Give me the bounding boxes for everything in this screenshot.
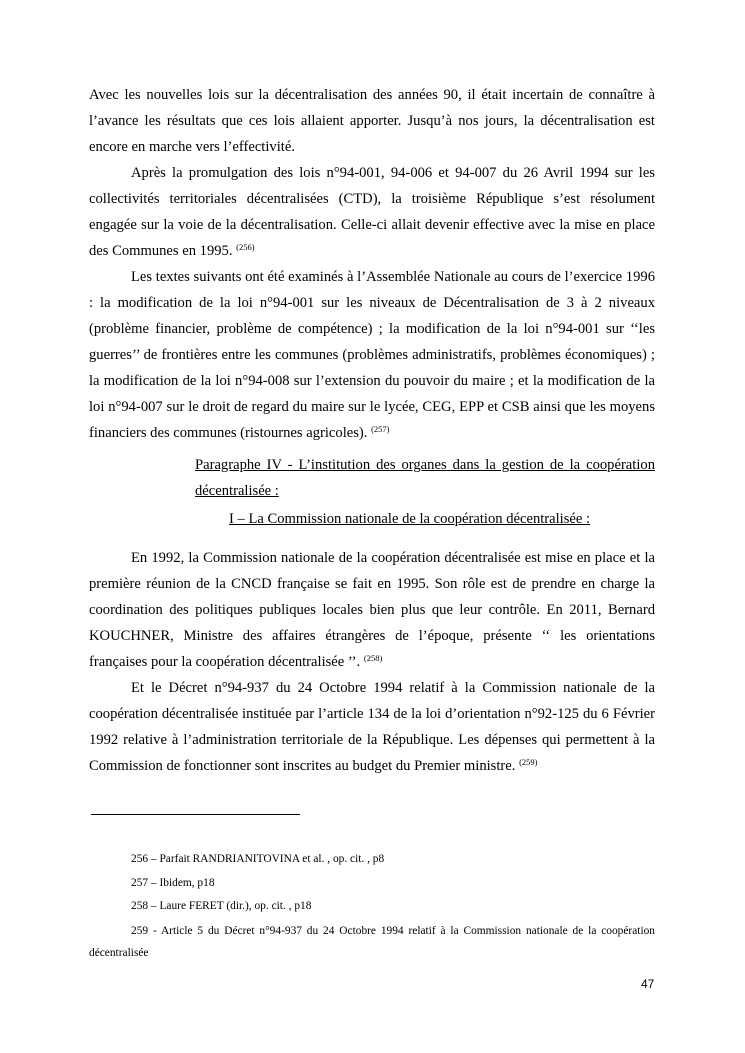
paragraph-3: Les textes suivants ont été examinés à l’Assemblée Nationale au cours de l’exercice 1996 : la modification de la loi n°94-001 sur les niveaux de Décentralisation de 3 à 2 niveaux (problème financier, problème de compétence) ; la modification de la loi n°94-001 sur ‘‘les guerres’’ de frontières entre les communes (problèmes administratifs, problèmes économiques) ; la modification de la loi n°94-008 sur l’extension du pouvoir du maire ; et la modification de la loi n°94-007 sur le droit de regard du maire sur le lycée, CEG, EPP et CSB ainsi que les moyens financiers des communes (ristournes agricoles). $^{(257)}$ (89, 269, 655, 441)
paragraph-2: Après la promulgation des lois n°94-001, 94-006 et 94-007 du 26 Avril 1994 sur les collectivités territoriales décentralisées (CTD), la troisième République s’est résolument engagée sur la voie de la décentralisation. Celle-ci allait devenir effective avec la mise en place des Communes en 1995. $^{(256)}$ (89, 165, 655, 259)
footnote-257: 257 – Ibidem, p18 (131, 877, 215, 889)
footnote-separator (91, 814, 300, 815)
subsection-heading: I – La Commission nationale de la coopération décentralisée : (229, 511, 591, 527)
footnote-256: 256 – Parfait RANDRIANITOVINA et al. , op. cit. , p8 (131, 853, 385, 865)
footnote-258: 258 – Laure FERET (dir.), op. cit. , p18 (131, 900, 312, 912)
paragraph-1: Avec les nouvelles lois sur la décentralisation des années 90, il était incertain de connaître à l’avance les résultats que ces lois allaient apporter. Jusqu’à nos jours, la décentralisation est encore en marche vers l’effectivité. (89, 87, 655, 155)
main-text (89, 82, 655, 779)
section-heading: Paragraphe IV - L’institution des organes dans la gestion de la coopération décentralisée : (195, 457, 655, 499)
page-number: 47 (641, 977, 655, 991)
footnote-ref-258[interactable]: (258) (363, 652, 383, 663)
footnote-259: 259 - Article 5 du Décret n°94-937 du 24 Octobre 1994 relatif à la Commission nationale de la coopération décentralisée (89, 925, 655, 959)
footnote-ref-259[interactable]: (259) (519, 756, 538, 767)
footnote-ref-257[interactable]: (257) (371, 424, 390, 434)
footnote-ref-256[interactable]: (256) (236, 242, 255, 252)
paragraph-5: Et le Décret n°94-937 du 24 Octobre 1994 relatif à la Commission nationale de la coopération décentralisée instituée par l’article 134 de la loi d’orientation n°92-125 du 6 Février 1992 relative à l’administration territoriale de la République. Les dépenses qui permettent à la Commission de fonctionner sont inscrites au budget du Premier ministre. $^{(259)}$ (89, 679, 655, 774)
paragraph-4: En 1992, la Commission nationale de la coopération décentralisée est mise en place et la première réunion de la CNCD française se fait en 1995. Son rôle est de prendre en charge la coordination des politiques publiques locales bien plus que leur contrôle. En 2011, Bernard KOUCHNER, Ministre des affaires étrangères de l’époque, présente ‘‘ les orientations françaises pour la coopération décentralisée ’’. $^{(258)}$ (89, 549, 655, 670)
